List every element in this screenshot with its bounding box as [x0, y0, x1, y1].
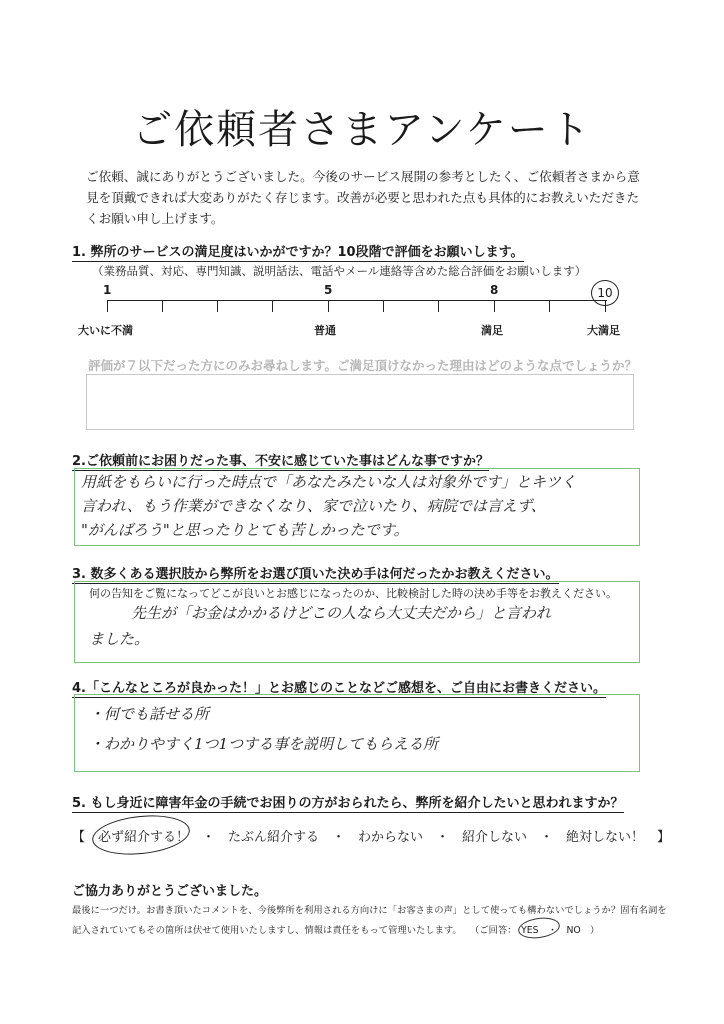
scale-tick[interactable] [217, 300, 218, 312]
scale-label-very-satisfied: 大満足 [587, 324, 620, 337]
q4-answer-line: ・わかりやすく1つ1つする事を説明してもらえる所 [89, 735, 439, 753]
selected-choice-circle [90, 811, 191, 859]
q2-answer-line: 用紙をもらいに行った時点で「あなたみたいな人は対象外です」とキツく [81, 473, 577, 491]
consent-answer[interactable]: （ご回答： YES ・ NO ） [470, 925, 600, 936]
q4-answer-box[interactable] [74, 694, 640, 772]
q4-answer-line: ・何でも話せる所 [89, 705, 210, 723]
scale-number-8: 8 [490, 283, 499, 297]
q3-subtext: 何の告知をご覧になってどこが良いとお感じになったのか、比較検討した時の決め手等をお教えください。 [89, 587, 617, 600]
q3-heading: 3. 数多くある選択肢から弊所をお選び頂いた決め手は何だったかお教えください。 [72, 563, 559, 584]
scale-tick[interactable] [494, 300, 495, 312]
scale-tick[interactable] [107, 300, 108, 312]
scale-number-1: 1 [103, 283, 112, 297]
q3-answer-line: 先生が「お金はかかるけどこの人なら大丈夫だから」と言われ [131, 604, 552, 622]
scale-tick[interactable] [549, 300, 550, 312]
closing-note-line-1: 最後に一つだけ。お書き頂いたコメントを、今後弊所を利用される方向けに「お客さまの声」として使っても構わないでしょうか？固有名詞を [72, 905, 667, 916]
selected-rating-circle: 10 [591, 280, 619, 306]
scale-tick[interactable] [328, 300, 329, 312]
q1-heading: 1. 弊所のサービスの満足度はいかがですか？10段階で評価をお願いします。 [72, 241, 524, 262]
q5-heading: 5. もし身近に障害年金の手続でお困りの方がおられたら、弊所を紹介したいと思われますか？ [72, 792, 624, 813]
scale-tick[interactable] [162, 300, 163, 312]
q1-subtext: （業務品質、対応、専門知識、説明話法、電話やメール連絡等含めた総合評価をお願いします） [92, 264, 587, 278]
q1-followup-answer-box[interactable] [86, 374, 634, 430]
q4-heading: 4.「こんなところが良かった！」とお感じのことなどご感想を、ご自由にお書きください。 [72, 677, 606, 698]
q3-answer-line: ました。 [89, 630, 150, 648]
scale-label-very-dissatisfied: 大いに不満 [78, 324, 133, 337]
scale-tick[interactable] [272, 300, 273, 312]
scale-tick[interactable] [438, 300, 439, 312]
page-title: ご依頼者さまアンケート [132, 107, 592, 153]
scale-number-5: 5 [324, 283, 333, 297]
q1-followup-note: 評価が７以下だった方にのみお尋ねします。ご満足頂けなかった理由はどのような点でしょうか？ [88, 358, 638, 373]
closing-note-line-2: 記入されていてもその箇所は伏せて使用いたしますし、情報は責任をもって管理いたします。 [72, 925, 462, 936]
scale-label-neutral: 普通 [314, 324, 336, 337]
scale-label-satisfied: 満足 [481, 324, 503, 337]
q5-choices[interactable]: 【 必ず紹介する！ ・ たぶん紹介する ・ わからない ・ 紹介しない ・ 絶対しない！ 】 [72, 830, 671, 845]
q2-answer-box[interactable] [74, 468, 640, 546]
scale-tick[interactable] [383, 300, 384, 312]
q2-answer-line: "がんばろう"と思ったりとても苦しかったです。 [81, 521, 409, 539]
q3-answer-box[interactable] [74, 581, 640, 663]
scale-line [107, 300, 607, 301]
q2-heading: 2.ご依頼前にお困りだった事、不安に感じていた事はどんな事ですか？ [72, 450, 489, 471]
selected-yes-circle [517, 915, 561, 941]
intro-text: ご依頼、誠にありがとうございました。今後のサービス展開の参考としたく、ご依頼者さまから意見を頂戴できれば大変ありがたく存じます。改善が必要と思われた点も具体的にお教えいただきたくお願い申し上げます。 [86, 169, 640, 226]
q2-answer-line: 言われ、もう作業ができなくなり、家で泣いたり、病院では言えず、 [81, 497, 546, 515]
thanks-heading: ご協力ありがとうございました。 [72, 884, 268, 899]
